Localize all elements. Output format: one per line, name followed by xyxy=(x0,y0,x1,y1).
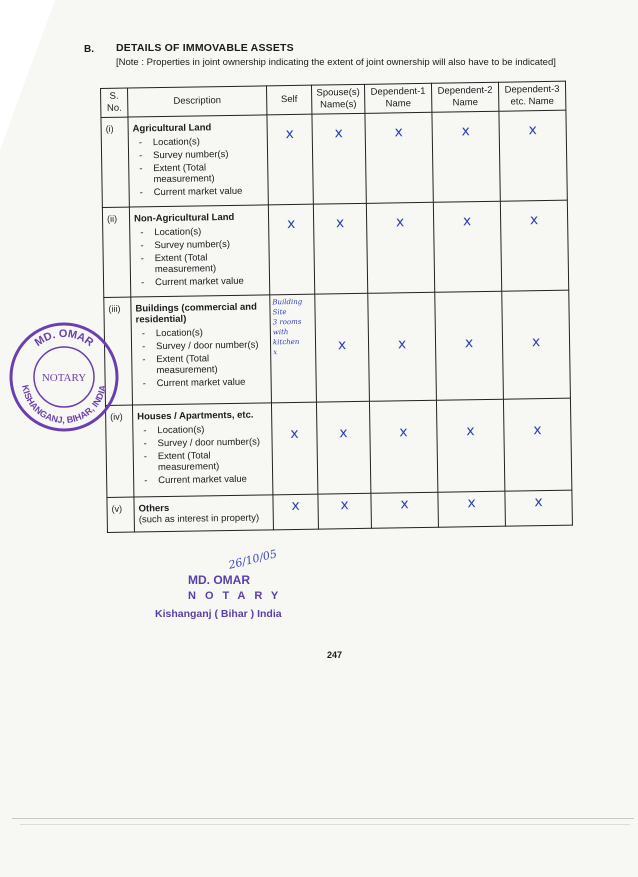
folded-corner xyxy=(0,0,55,150)
cross-mark: x xyxy=(394,124,403,141)
sub-item: - Location(s) xyxy=(153,135,263,148)
row-description xyxy=(131,295,272,405)
row-sno: (ii) xyxy=(102,207,130,297)
section-note: [Note : Properties in joint ownership indicating the extent of joint ownership will also have to be indicated] xyxy=(116,57,556,68)
table-row xyxy=(104,290,571,405)
sub-item: - Survey number(s) xyxy=(154,238,264,251)
header-dependent-3: Dependent-3 etc. Name xyxy=(498,81,565,111)
table-row xyxy=(105,398,571,497)
sub-item: - Location(s) xyxy=(154,225,264,238)
row-category: Others xyxy=(138,502,170,515)
cross-mark: x xyxy=(534,494,543,511)
notary-name: MD. OMAR xyxy=(188,573,250,587)
section-letter: B. xyxy=(84,44,94,55)
cross-mark: x xyxy=(464,335,474,352)
notary-seal xyxy=(8,321,120,433)
cross-mark: x xyxy=(529,212,539,229)
table-row xyxy=(102,200,568,297)
row-category: Buildings (commercial and residential) xyxy=(135,301,257,326)
table-row xyxy=(107,490,572,532)
handwritten-line: 3 rooms xyxy=(272,317,302,327)
cross-mark: x xyxy=(337,337,347,354)
cross-mark: x xyxy=(533,422,542,439)
header-spouse: Spouse(s) Name(s) xyxy=(311,84,364,114)
cross-mark: x xyxy=(462,213,472,230)
cross-mark: x xyxy=(395,214,405,231)
sub-item: - Extent (Total measurement) xyxy=(158,449,268,473)
row-sno: (i) xyxy=(101,117,129,207)
handwritten-line: kitchen xyxy=(272,337,300,347)
sub-item: - Current market value xyxy=(154,185,264,198)
cross-mark: x xyxy=(400,496,409,513)
row-category-detail: (such as interest in property) xyxy=(138,512,260,526)
row-sno: (iv) xyxy=(105,405,133,497)
cross-mark: x xyxy=(531,334,541,351)
cross-mark: x xyxy=(334,125,344,142)
cross-mark: x xyxy=(291,497,300,515)
cross-mark: x xyxy=(286,215,296,233)
sub-item: - Extent (Total measurement) xyxy=(153,161,263,185)
handwritten-line: Building xyxy=(272,297,303,307)
header-description: Description xyxy=(128,86,267,117)
sub-item: - Location(s) xyxy=(156,326,266,339)
sub-item: - Extent (Total measurement) xyxy=(156,352,266,376)
cross-mark: x xyxy=(397,336,407,353)
cross-mark: x xyxy=(290,425,299,443)
row-sno: (iii) xyxy=(104,297,133,405)
sub-item: - Location(s) xyxy=(157,423,267,436)
notary-title: NOTARY xyxy=(188,590,288,602)
sub-item: - Survey / door number(s) xyxy=(158,436,268,449)
page-number: 247 xyxy=(327,650,343,660)
row-category: Non-Agricultural Land xyxy=(133,211,235,225)
cross-mark: x xyxy=(528,122,537,139)
signature-date: 26/10/05 xyxy=(227,547,279,572)
row-description xyxy=(129,205,269,297)
sub-item: - Current market value xyxy=(158,473,268,486)
sub-item: - Current market value xyxy=(155,275,265,288)
immovable-assets-table xyxy=(100,81,573,533)
seal-top-text: MD. OMAR xyxy=(32,327,96,350)
row-description xyxy=(128,115,268,207)
cross-mark: x xyxy=(467,495,476,512)
handwritten-line: Site xyxy=(272,308,287,317)
header-dependent-1: Dependent-1 Name xyxy=(364,83,431,113)
cross-mark: x xyxy=(461,123,470,140)
handwritten-line: with xyxy=(272,328,289,337)
cross-mark: x xyxy=(466,423,475,440)
section-title: DETAILS OF IMMOVABLE ASSETS xyxy=(116,42,294,54)
cross-mark: x xyxy=(399,424,408,441)
row-description xyxy=(134,495,274,532)
cross-mark: x xyxy=(335,215,345,232)
cross-mark: x xyxy=(339,425,348,442)
row-description xyxy=(132,403,272,497)
header-sno: S. No. xyxy=(101,88,128,117)
sub-item: - Survey / door number(s) xyxy=(156,339,266,352)
header-self: Self xyxy=(266,85,311,115)
sub-item: - Survey number(s) xyxy=(153,148,263,161)
seal-bottom-text: KISHANGANJ, BIHAR, INDIA xyxy=(20,384,108,426)
row-category: Houses / Apartments, etc. xyxy=(137,409,254,423)
row-sno: (v) xyxy=(107,497,135,532)
seal-center-text: NOTARY xyxy=(41,372,87,384)
sub-item: - Extent (Total measurement) xyxy=(155,251,265,275)
self-handwritten-note xyxy=(270,294,317,403)
scan-edge-line xyxy=(20,824,630,825)
svg-text:MD. OMAR xyxy=(33,328,96,349)
cross-mark: x xyxy=(285,125,295,143)
notary-place: Kishanganj ( Bihar ) India xyxy=(155,608,282,620)
header-dependent-2: Dependent-2 Name xyxy=(431,82,498,112)
cross-mark: x xyxy=(340,497,349,514)
handwritten-line: x xyxy=(273,348,278,357)
sub-item: - Current market value xyxy=(157,376,267,389)
table-row xyxy=(101,110,567,207)
row-category: Agricultural Land xyxy=(132,122,212,135)
scan-edge-line xyxy=(12,818,634,819)
